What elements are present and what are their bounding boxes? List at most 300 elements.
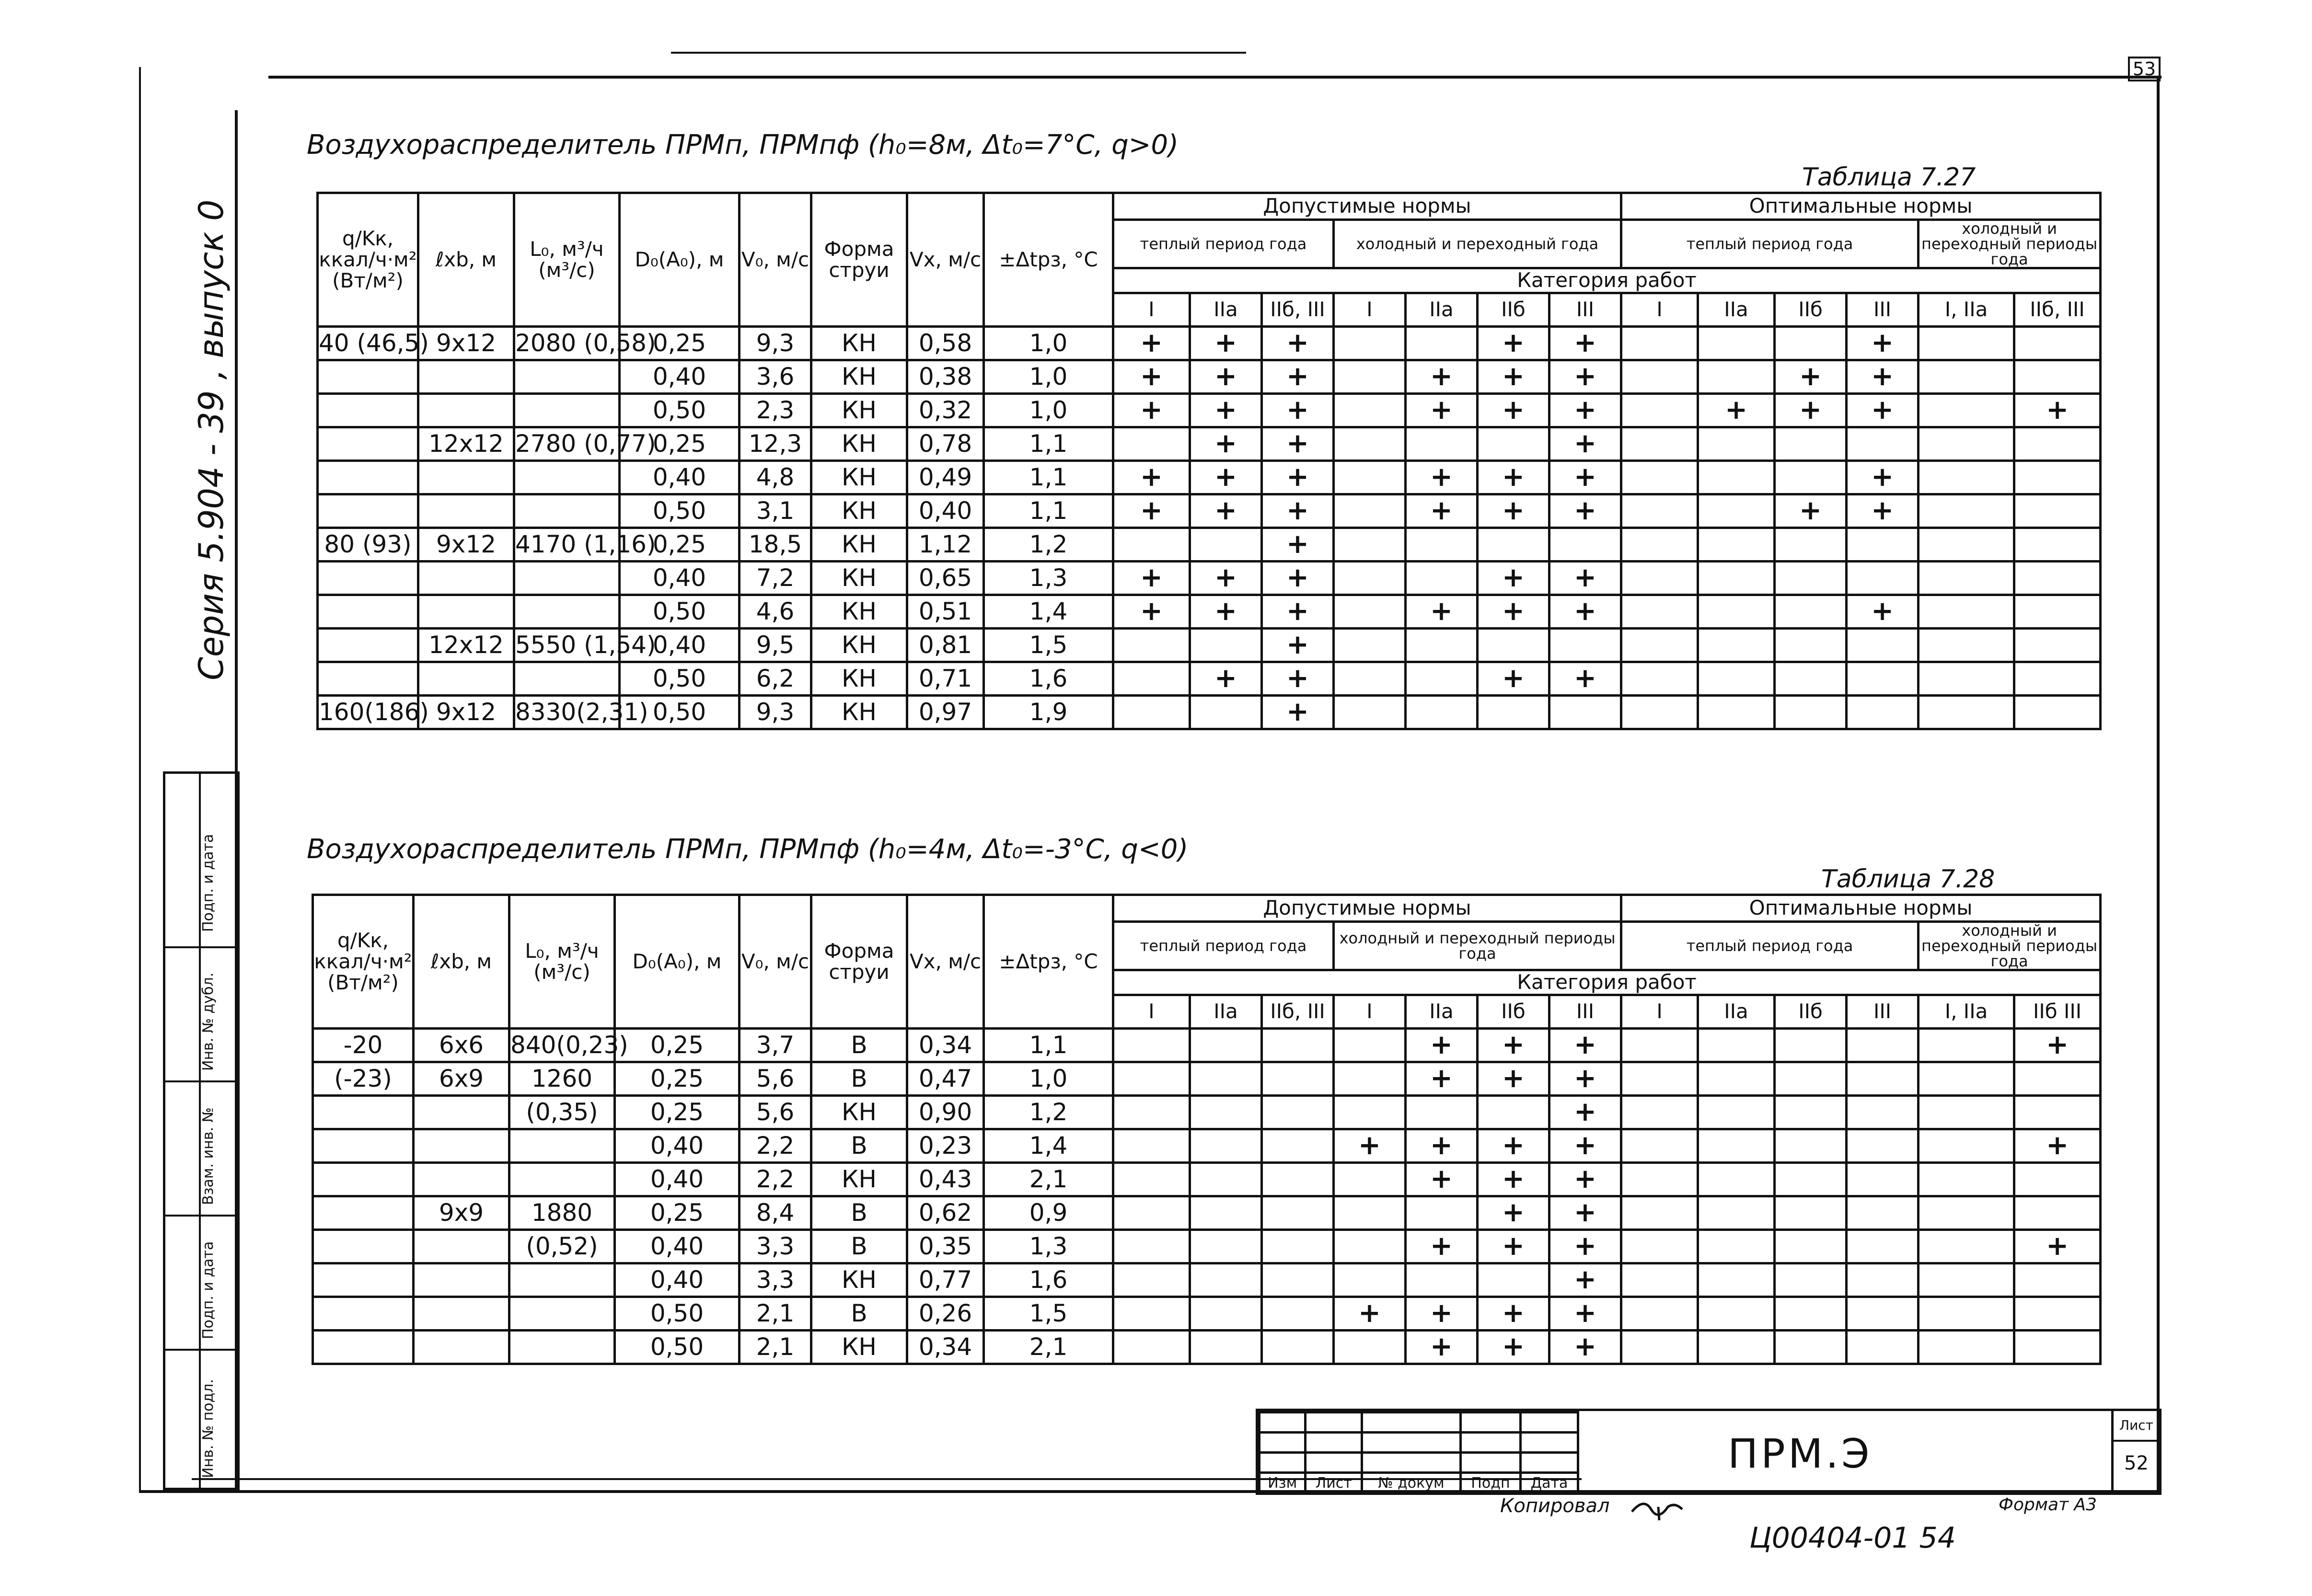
cell-mark: [1334, 595, 1406, 629]
table-row: [318, 327, 2101, 360]
table-row: [313, 1029, 2101, 1062]
cell-q: [318, 494, 418, 528]
cell-dt: 1,4: [984, 595, 1113, 629]
cell-mark: [1919, 595, 2014, 629]
cell-mark: +: [1549, 1263, 1621, 1297]
cell-mark: [2014, 327, 2101, 360]
cell-q: [318, 394, 418, 427]
cell-mark: [1775, 461, 1847, 494]
cell-mark: +: [1113, 562, 1190, 595]
table-row: [313, 1196, 2101, 1230]
cell-mark: [1621, 461, 1698, 494]
cell-form: КН: [811, 327, 907, 360]
cell-mark: +: [1775, 494, 1847, 528]
table-row: [313, 1297, 2101, 1331]
cell-mark: +: [1190, 427, 1262, 461]
cell-v0: 3,3: [740, 1263, 811, 1297]
cell-mark: [1621, 1096, 1698, 1129]
cell-q: 80 (93): [318, 528, 418, 562]
cell-mark: +: [1262, 629, 1334, 662]
cell-mark: +: [1262, 327, 1334, 360]
cell-mark: [1113, 1230, 1190, 1263]
category-subheader: IIа: [1406, 995, 1478, 1029]
copied-signature: [1630, 1493, 1687, 1521]
cell-mark: [1775, 1029, 1847, 1062]
cell-mark: [1847, 1331, 1919, 1364]
cell-mark: [1698, 629, 1775, 662]
cell-mark: +: [1406, 461, 1478, 494]
t1-h-warm: теплый период года: [1113, 220, 1334, 268]
cell-d0: 0,25: [615, 1062, 740, 1096]
cell-mark: +: [1190, 662, 1262, 696]
cell-mark: [1190, 1129, 1262, 1163]
cell-mark: +: [1406, 1230, 1478, 1263]
cell-mark: [2014, 662, 2101, 696]
cell-mark: [1698, 1263, 1775, 1297]
cell-mark: [1919, 1230, 2014, 1263]
t2-h-d0: D₀(A₀), м: [615, 895, 740, 1029]
cell-mark: [1775, 427, 1847, 461]
cell-q: [313, 1096, 414, 1129]
cell-vx: 0,35: [907, 1230, 984, 1263]
cell-d0: 0,40: [615, 1263, 740, 1297]
cell-mark: [1334, 629, 1406, 662]
cell-l0: [509, 1331, 615, 1364]
cell-mark: +: [1406, 1062, 1478, 1096]
cell-lxb: [418, 394, 514, 427]
cell-mark: [1775, 696, 1847, 729]
cell-mark: [1334, 662, 1406, 696]
cell-mark: [1847, 1029, 1919, 1062]
cell-mark: +: [1190, 562, 1262, 595]
cell-mark: +: [1549, 1096, 1621, 1129]
cell-mark: [1334, 1331, 1406, 1364]
cell-mark: [1775, 1331, 1847, 1364]
category-subheader: I: [1334, 293, 1406, 327]
cell-mark: [1698, 461, 1775, 494]
cell-mark: +: [1549, 1029, 1621, 1062]
category-subheader: IIб: [1775, 293, 1847, 327]
cell-mark: [1847, 1263, 1919, 1297]
cell-dt: 1,1: [984, 1029, 1113, 1062]
cell-mark: +: [1406, 1297, 1478, 1331]
cell-mark: [1262, 1029, 1334, 1062]
cell-lxb: [414, 1331, 509, 1364]
cell-vx: 0,26: [907, 1297, 984, 1331]
cell-mark: [1919, 360, 2014, 394]
cell-mark: [1919, 427, 2014, 461]
t1-h-l0: L₀, м³/ч (м³/с): [514, 193, 620, 327]
category-subheader: IIб, III: [1262, 995, 1334, 1029]
cell-lxb: [414, 1096, 509, 1129]
category-subheader: IIа: [1698, 293, 1775, 327]
cell-mark: [1775, 1163, 1847, 1196]
cell-l0: 5550 (1,54): [514, 629, 620, 662]
cell-mark: [1847, 662, 1919, 696]
cell-mark: [2014, 494, 2101, 528]
cell-mark: +: [1113, 327, 1190, 360]
cell-mark: [1406, 662, 1478, 696]
table-row: [318, 562, 2101, 595]
cell-mark: [1334, 360, 1406, 394]
cell-dt: 1,5: [984, 1297, 1113, 1331]
cell-mark: +: [1775, 394, 1847, 427]
cell-mark: [1775, 1129, 1847, 1163]
cell-q: [313, 1129, 414, 1163]
t2-h-cold: холодный и переходный периоды года: [1334, 922, 1621, 970]
t1-h-cold: холодный и переходный года: [1334, 220, 1621, 268]
cell-mark: +: [1847, 494, 1919, 528]
table-row: [318, 528, 2101, 562]
cell-vx: 0,51: [907, 595, 984, 629]
cell-l0: [514, 360, 620, 394]
cell-q: [313, 1196, 414, 1230]
cell-mark: [1775, 562, 1847, 595]
t1-h-form: Форма струи: [811, 193, 907, 327]
cell-d0: 0,50: [620, 662, 740, 696]
cell-mark: [1190, 1297, 1262, 1331]
cell-mark: [1334, 327, 1406, 360]
cell-mark: [1334, 528, 1406, 562]
cell-form: КН: [811, 662, 907, 696]
cell-mark: [1334, 461, 1406, 494]
cell-v0: 3,3: [740, 1230, 811, 1263]
cell-form: КН: [811, 360, 907, 394]
cell-d0: 0,50: [615, 1331, 740, 1364]
cell-lxb: 9x12: [418, 327, 514, 360]
cell-vx: 0,32: [907, 394, 984, 427]
stamp-label-1: Подп. и дата: [200, 834, 217, 932]
cell-v0: 5,6: [740, 1062, 811, 1096]
cell-l0: [514, 562, 620, 595]
cell-mark: +: [1262, 595, 1334, 629]
cell-mark: [1621, 1129, 1698, 1163]
cell-mark: [1478, 1263, 1549, 1297]
cell-mark: [1334, 696, 1406, 729]
cell-d0: 0,40: [620, 461, 740, 494]
table-row: [313, 1096, 2101, 1129]
table2: [312, 894, 2102, 1365]
cell-mark: +: [1262, 461, 1334, 494]
cell-mark: +: [2014, 394, 2101, 427]
cell-mark: [1847, 1230, 1919, 1263]
cell-mark: [1262, 1297, 1334, 1331]
table-row: [313, 1062, 2101, 1096]
cell-mark: [1334, 427, 1406, 461]
cell-mark: [1919, 1029, 2014, 1062]
format-label: Формат А3: [1999, 1495, 2097, 1515]
cell-dt: 1,1: [984, 461, 1113, 494]
cell-mark: +: [1549, 662, 1621, 696]
cell-l0: 8330(2,31): [514, 696, 620, 729]
cell-mark: [2014, 1297, 2101, 1331]
cell-mark: +: [1113, 360, 1190, 394]
cell-q: 160(186): [318, 696, 418, 729]
cell-dt: 1,4: [984, 1129, 1113, 1163]
page-number-top: 53: [2132, 58, 2156, 80]
cell-mark: [1262, 1096, 1334, 1129]
cell-mark: [1919, 1163, 2014, 1196]
cell-mark: +: [1262, 494, 1334, 528]
cell-mark: +: [2014, 1129, 2101, 1163]
inventory-number: Ц00404-01 54: [1749, 1521, 1956, 1555]
cell-l0: [514, 595, 620, 629]
cell-mark: [1698, 1163, 1775, 1196]
cell-mark: [1775, 629, 1847, 662]
cell-v0: 3,7: [740, 1029, 811, 1062]
cell-dt: 1,0: [984, 360, 1113, 394]
cell-mark: [2014, 595, 2101, 629]
cell-mark: [1190, 1263, 1262, 1297]
cell-mark: [1334, 1029, 1406, 1062]
cell-mark: [1847, 528, 1919, 562]
cell-mark: [1698, 696, 1775, 729]
cell-mark: [1621, 1163, 1698, 1196]
cell-mark: +: [1113, 461, 1190, 494]
cell-mark: [1919, 562, 2014, 595]
cell-l0: [509, 1263, 615, 1297]
cell-q: [318, 629, 418, 662]
stamp-label-3: Взам. инв. №: [200, 1107, 217, 1205]
title-block: [1256, 1409, 2162, 1495]
category-subheader: III: [1847, 293, 1919, 327]
cell-mark: [1113, 1029, 1190, 1062]
cell-form: В: [811, 1029, 907, 1062]
cell-mark: [1113, 1096, 1190, 1129]
cell-l0: 1260: [509, 1062, 615, 1096]
cell-q: [318, 562, 418, 595]
cell-dt: 1,0: [984, 394, 1113, 427]
cell-d0: 0,25: [620, 427, 740, 461]
cell-mark: +: [1406, 360, 1478, 394]
cell-v0: 9,3: [740, 327, 811, 360]
cell-mark: +: [1190, 394, 1262, 427]
cell-mark: +: [1478, 1297, 1549, 1331]
category-subheader: I, IIа: [1919, 995, 2014, 1029]
cell-mark: [1334, 494, 1406, 528]
cell-form: КН: [811, 629, 907, 662]
table2-body: [313, 1029, 2101, 1364]
cell-mark: +: [1847, 461, 1919, 494]
cell-mark: [1621, 1029, 1698, 1062]
cell-mark: [1919, 1129, 2014, 1163]
t2-h-lxb: ℓxb, м: [414, 895, 509, 1029]
category-subheader: IIб: [1775, 995, 1847, 1029]
t2-h-l0: L₀, м³/ч (м³/с): [509, 895, 615, 1029]
cell-vx: 0,47: [907, 1062, 984, 1096]
cell-dt: 1,2: [984, 528, 1113, 562]
cell-mark: +: [1113, 595, 1190, 629]
table1-body: [318, 327, 2101, 729]
cell-mark: [1621, 562, 1698, 595]
cell-l0: [514, 394, 620, 427]
cell-lxb: [418, 494, 514, 528]
category-subheader: I: [1621, 995, 1698, 1029]
cell-q: [318, 360, 418, 394]
cell-v0: 8,4: [740, 1196, 811, 1230]
cell-mark: [1919, 696, 2014, 729]
table-row: [313, 1230, 2101, 1263]
cell-vx: 0,23: [907, 1129, 984, 1163]
cell-d0: 0,25: [620, 528, 740, 562]
t1-h-warm-opt: теплый период года: [1621, 220, 1919, 268]
title-block-grid: [1258, 1411, 1579, 1495]
cell-mark: [1775, 1297, 1847, 1331]
cell-vx: 0,40: [907, 494, 984, 528]
cell-form: КН: [811, 394, 907, 427]
cell-mark: [1406, 562, 1478, 595]
cell-mark: [2014, 1331, 2101, 1364]
category-subheader: IIб: [1478, 995, 1549, 1029]
cell-mark: [1621, 662, 1698, 696]
cell-mark: [1406, 528, 1478, 562]
cell-mark: [1698, 360, 1775, 394]
cell-mark: +: [1406, 494, 1478, 528]
cell-mark: +: [1406, 1331, 1478, 1364]
series-label: Серия 5.904 - 39 , выпуск 0: [192, 199, 231, 680]
cell-mark: [1190, 1196, 1262, 1230]
cell-mark: [2014, 1263, 2101, 1297]
cell-l0: [514, 461, 620, 494]
cell-mark: +: [1334, 1297, 1406, 1331]
category-subheader: IIб, III: [2014, 293, 2101, 327]
cell-lxb: [414, 1163, 509, 1196]
cell-v0: 9,3: [740, 696, 811, 729]
cell-v0: 2,2: [740, 1129, 811, 1163]
table1-caption: Воздухораспределитель ПРМп, ПРМпф (h₀=8м, Δt₀=7°C, q>0): [307, 129, 1179, 161]
cell-mark: +: [1406, 595, 1478, 629]
cell-mark: +: [1262, 394, 1334, 427]
cell-mark: [1478, 696, 1549, 729]
cell-dt: 1,0: [984, 327, 1113, 360]
cell-lxb: [414, 1129, 509, 1163]
cell-mark: [1698, 327, 1775, 360]
cell-mark: [1478, 1096, 1549, 1129]
cell-dt: 1,3: [984, 562, 1113, 595]
cell-form: КН: [811, 427, 907, 461]
cell-mark: [1113, 662, 1190, 696]
cell-mark: [1621, 494, 1698, 528]
table2-number: Таблица 7.28: [1821, 865, 1995, 894]
cell-v0: 2,2: [740, 1163, 811, 1196]
cell-d0: 0,50: [615, 1297, 740, 1331]
cell-form: В: [811, 1062, 907, 1096]
cell-mark: [1478, 427, 1549, 461]
category-subheader: IIб, III: [1262, 293, 1334, 327]
cell-q: [313, 1230, 414, 1263]
cell-mark: [1262, 1331, 1334, 1364]
cell-dt: 1,1: [984, 494, 1113, 528]
cell-mark: [1621, 394, 1698, 427]
frame-top-short: [671, 52, 1246, 54]
cell-form: В: [811, 1129, 907, 1163]
t2-h-vx: Vx, м/с: [907, 895, 984, 1029]
cell-l0: [509, 1129, 615, 1163]
cell-mark: [1621, 595, 1698, 629]
cell-mark: [1919, 494, 2014, 528]
cell-mark: [1334, 1096, 1406, 1129]
cell-dt: 1,0: [984, 1062, 1113, 1096]
t2-h-q: q/Kк, ккал/ч·м² (Вт/м²): [313, 895, 414, 1029]
cell-form: КН: [811, 562, 907, 595]
cell-mark: +: [1478, 562, 1549, 595]
cell-mark: [1919, 629, 2014, 662]
cell-d0: 0,40: [615, 1129, 740, 1163]
cell-vx: 0,62: [907, 1196, 984, 1230]
cell-mark: [1621, 528, 1698, 562]
cell-d0: 0,50: [620, 696, 740, 729]
cell-v0: 18,5: [740, 528, 811, 562]
cell-mark: [1775, 662, 1847, 696]
cell-lxb: [414, 1297, 509, 1331]
cell-mark: [1698, 1331, 1775, 1364]
cell-mark: [1775, 1196, 1847, 1230]
cell-mark: [2014, 629, 2101, 662]
table1-number: Таблица 7.27: [1802, 163, 1976, 192]
cell-v0: 4,6: [740, 595, 811, 629]
t2-h-form: Форма струи: [811, 895, 907, 1029]
cell-l0: [514, 662, 620, 696]
cell-mark: +: [1549, 595, 1621, 629]
cell-dt: 1,6: [984, 662, 1113, 696]
cell-mark: [1847, 1062, 1919, 1096]
category-subheader: III: [1549, 293, 1621, 327]
t1-h-vx: Vx, м/с: [907, 193, 984, 327]
cell-mark: +: [1698, 394, 1775, 427]
frame-outer-left: [139, 67, 141, 1493]
cell-lxb: 12x12: [418, 427, 514, 461]
cell-mark: [1190, 1230, 1262, 1263]
cell-d0: 0,40: [620, 360, 740, 394]
cell-d0: 0,50: [620, 494, 740, 528]
cell-mark: [1406, 327, 1478, 360]
cell-mark: [1621, 1331, 1698, 1364]
cell-mark: +: [1478, 1196, 1549, 1230]
cell-mark: [1621, 1230, 1698, 1263]
cell-dt: 1,2: [984, 1096, 1113, 1129]
cell-mark: [1478, 528, 1549, 562]
category-subheader: IIб: [1478, 293, 1549, 327]
category-subheader: IIа: [1190, 995, 1262, 1029]
cell-v0: 4,8: [740, 461, 811, 494]
cell-mark: [1775, 327, 1847, 360]
cell-l0: (0,35): [509, 1096, 615, 1129]
cell-mark: [1113, 629, 1190, 662]
cell-vx: 0,58: [907, 327, 984, 360]
cell-mark: [1334, 1163, 1406, 1196]
cell-dt: 1,3: [984, 1230, 1113, 1263]
cell-form: КН: [811, 461, 907, 494]
stamp-label-4: Подп. и дата: [200, 1241, 217, 1339]
cell-mark: +: [1478, 494, 1549, 528]
cell-l0: [509, 1297, 615, 1331]
table2-caption: Воздухораспределитель ПРМп, ПРМпф (h₀=4м, Δt₀=-3°C, q<0): [307, 834, 1189, 865]
cell-mark: [1698, 494, 1775, 528]
cell-mark: +: [1847, 595, 1919, 629]
cell-mark: +: [1262, 662, 1334, 696]
table-row: [318, 427, 2101, 461]
table-row: [313, 1163, 2101, 1196]
cell-mark: +: [1549, 394, 1621, 427]
cell-mark: +: [1549, 327, 1621, 360]
table-row: [318, 696, 2101, 729]
copied-label: Копировал: [1500, 1495, 1610, 1517]
cell-form: КН: [811, 1263, 907, 1297]
table-row: [318, 494, 2101, 528]
cell-d0: 0,40: [620, 562, 740, 595]
tb-col-izm: Изм: [1260, 1473, 1306, 1494]
cell-mark: +: [1262, 427, 1334, 461]
